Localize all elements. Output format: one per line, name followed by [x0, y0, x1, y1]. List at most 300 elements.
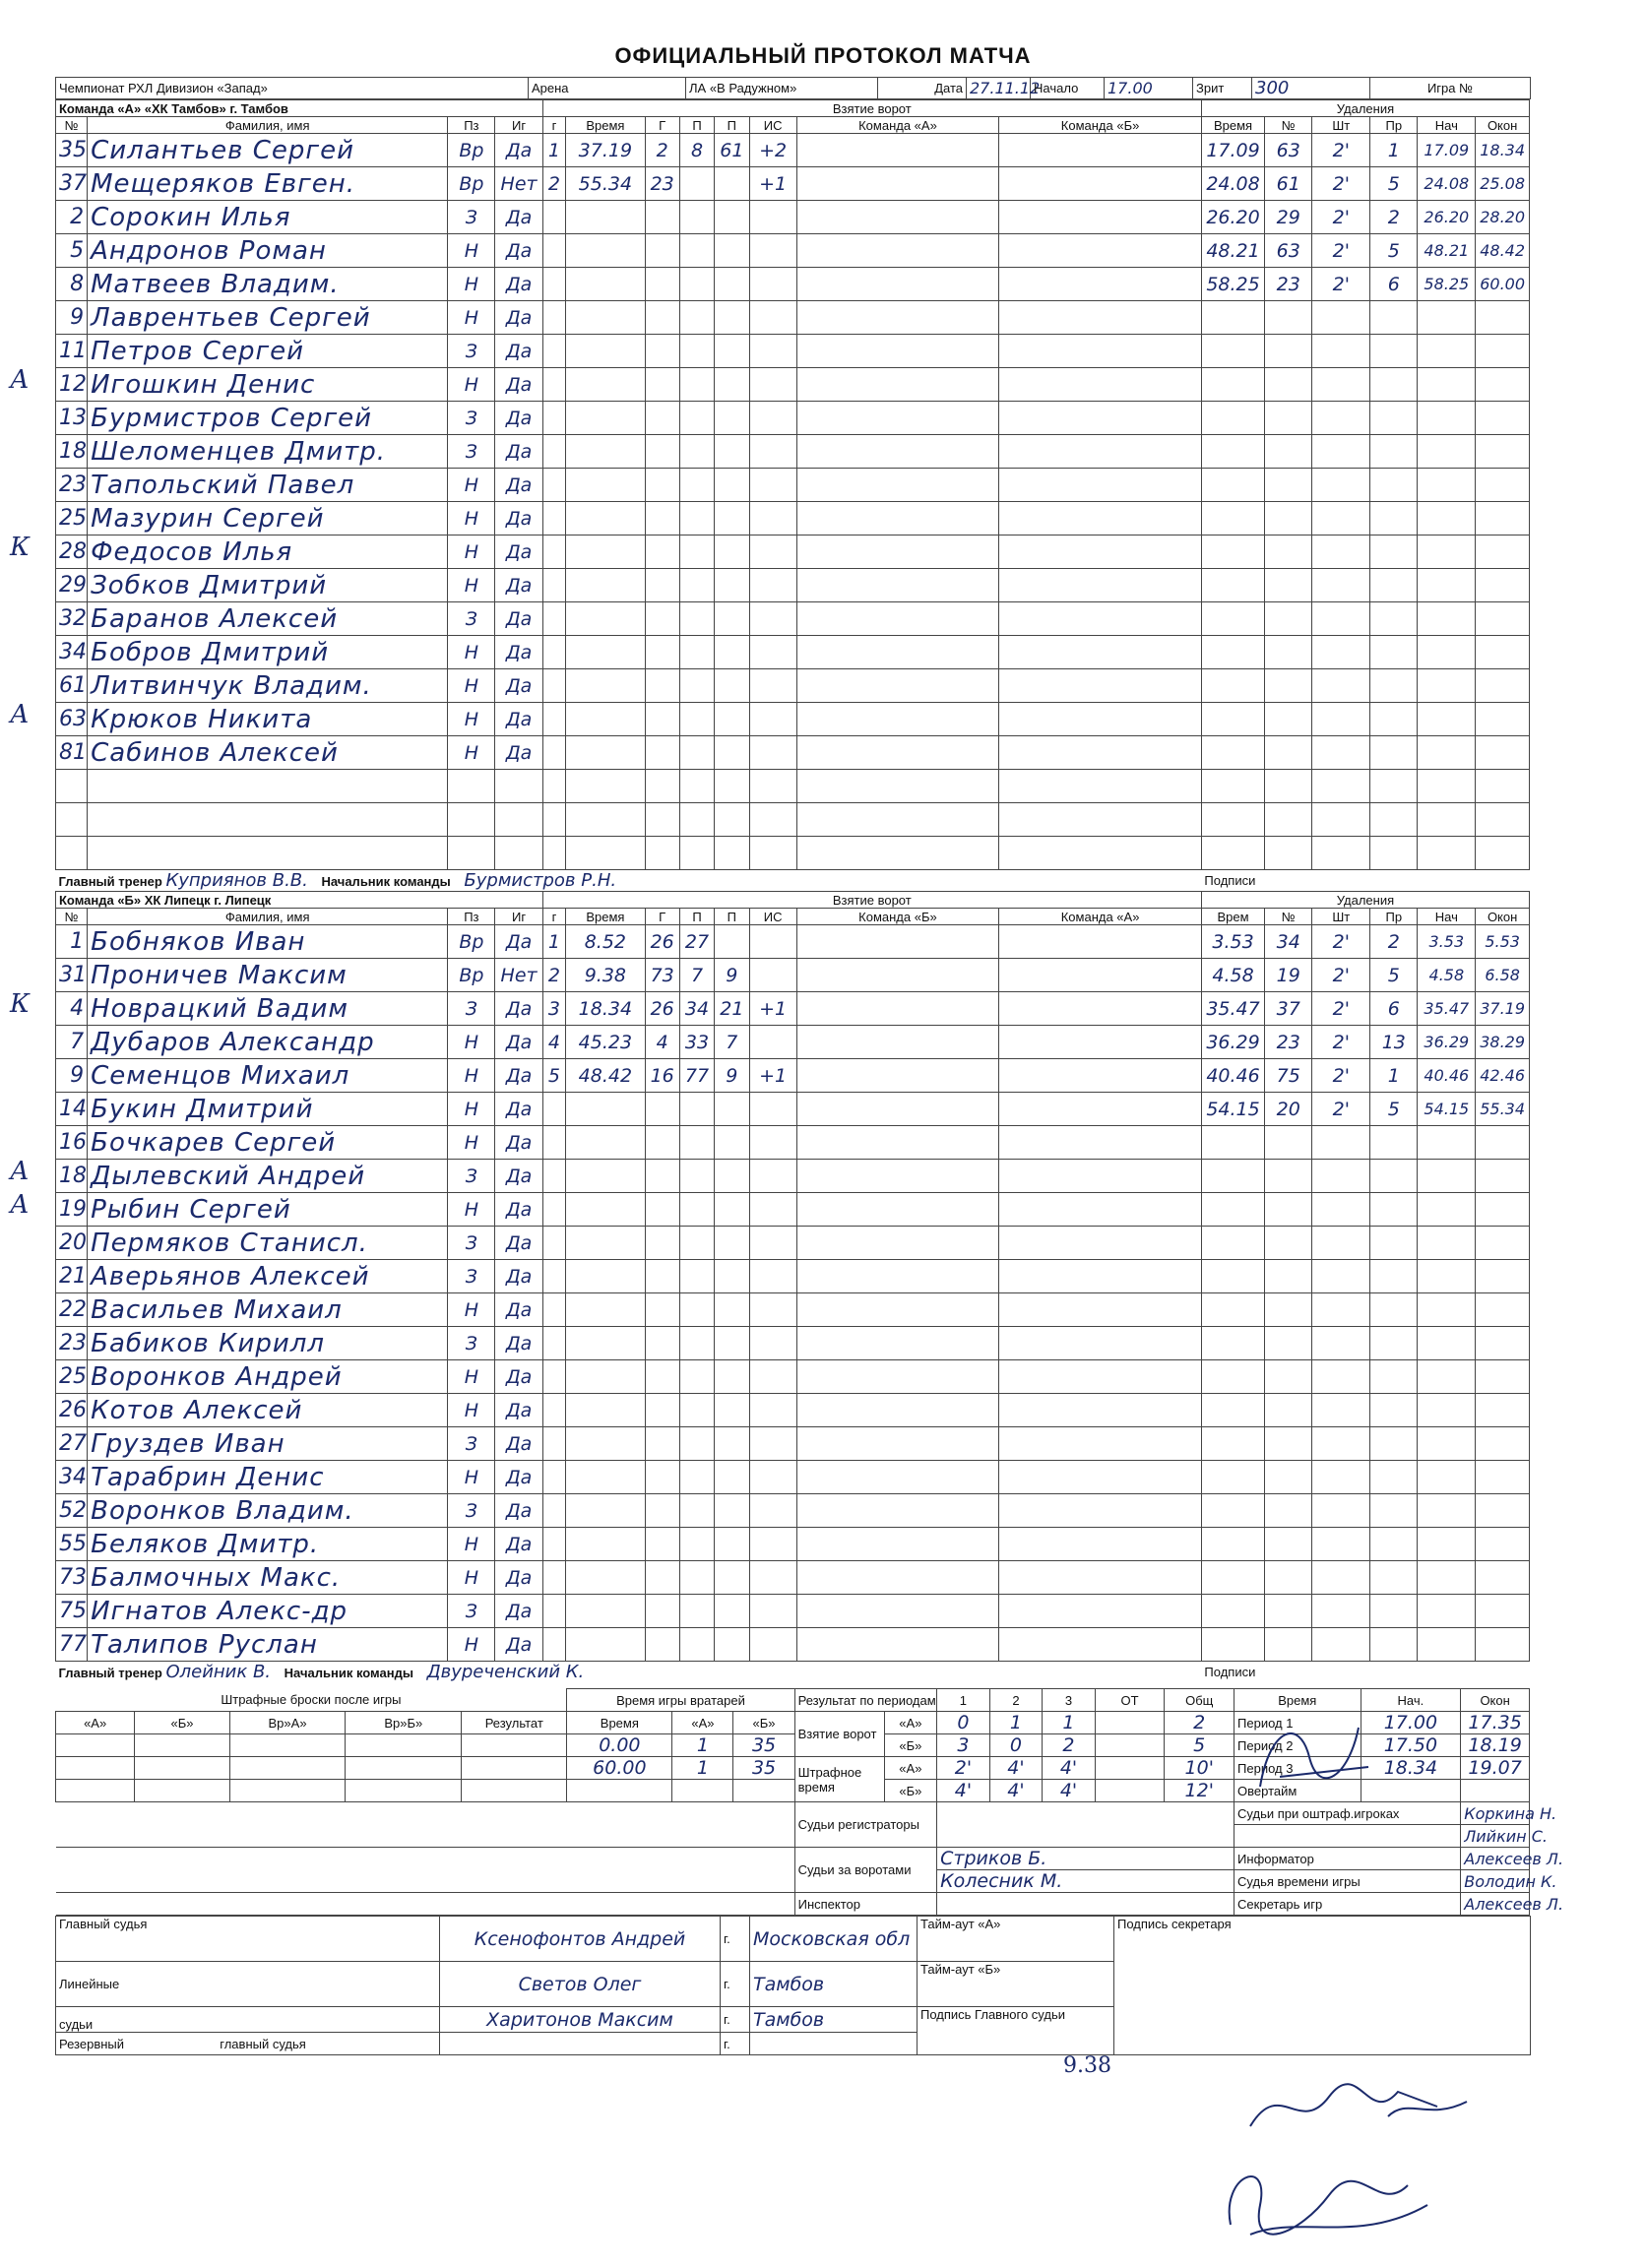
goal-team-b-lineup	[999, 992, 1202, 1026]
goal-time	[566, 703, 645, 736]
goal-number	[542, 335, 566, 368]
player-number	[56, 837, 88, 870]
penalty-end	[1476, 669, 1530, 703]
goal-assist-1: 33	[679, 1026, 714, 1059]
penalty-start: 24.08	[1418, 167, 1476, 201]
team_a-col-a1: Г	[645, 117, 679, 134]
goal-assist-2	[715, 301, 749, 335]
player-name: Шеломенцев Дмитр.	[88, 435, 448, 469]
goal-scorer	[645, 1494, 679, 1528]
goal-assist-2	[715, 1628, 749, 1662]
player-position: З	[448, 1160, 495, 1193]
goal-team-b-lineup	[999, 1126, 1202, 1160]
goal-assist-1	[679, 167, 714, 201]
goal-assist-2	[715, 1227, 749, 1260]
penalty-player	[1265, 669, 1312, 703]
pen-a-ot	[1095, 1757, 1165, 1780]
goal-number	[542, 1595, 566, 1628]
pen-a-p1: 2'	[937, 1757, 990, 1780]
period-3-start: 18.34	[1361, 1757, 1461, 1780]
penalty-reason	[1370, 703, 1418, 736]
timekeeper-value: Володин К.	[1461, 1870, 1530, 1893]
goal-team-a-lineup	[796, 1293, 999, 1327]
goal-assist-2	[715, 1093, 749, 1126]
penalty-start	[1418, 837, 1476, 870]
penalty-start	[1418, 301, 1476, 335]
goal-assist-2	[715, 435, 749, 469]
player-position: З	[448, 402, 495, 435]
player-name	[88, 803, 448, 837]
team_a-col-reason: Пр	[1370, 117, 1418, 134]
penalty-time	[1201, 1293, 1264, 1327]
player-number: 18	[56, 435, 88, 469]
goal-team-a-lineup	[796, 959, 999, 992]
goal-team-a-lineup	[796, 1193, 999, 1227]
spectators-label: Зрит	[1193, 78, 1252, 99]
goal-scorer	[645, 435, 679, 469]
player-position: Н	[448, 1026, 495, 1059]
penalty-start	[1418, 1260, 1476, 1293]
timekeeper-label: Судья времени игры	[1234, 1870, 1461, 1893]
goal-assist-2	[715, 1427, 749, 1461]
goal-assist-2	[715, 770, 749, 803]
player-position: Н	[448, 469, 495, 502]
penalty-start	[1418, 1595, 1476, 1628]
goalie-row-2-time: 60.00	[567, 1757, 672, 1780]
shootout-col-goalie-b: Вр»Б»	[346, 1712, 462, 1734]
arena-label: Арена	[529, 78, 686, 99]
penalty-reason	[1370, 1327, 1418, 1360]
goal-number	[542, 1628, 566, 1662]
player-played: Да	[495, 1026, 542, 1059]
player-played: Да	[495, 636, 542, 669]
player-position: З	[448, 992, 495, 1026]
player-name: Беляков Дмитр.	[88, 1528, 448, 1561]
penalty-reason: 6	[1370, 992, 1418, 1026]
period-start-header: Нач.	[1361, 1689, 1461, 1712]
team_a-col-time: Время	[566, 117, 645, 134]
team_a-penalties-title: Удаления	[1201, 100, 1529, 117]
penalty-player	[1265, 636, 1312, 669]
penalty-time: 40.46	[1201, 1059, 1264, 1093]
goal-scorer	[645, 1126, 679, 1160]
penalty-player	[1265, 770, 1312, 803]
penalty-minutes: 2'	[1312, 167, 1370, 201]
goal-team-a-lineup	[796, 703, 999, 736]
goal-team-b-lineup	[999, 1427, 1202, 1461]
team_b-roster-row	[56, 1494, 1530, 1528]
penalty-time: 54.15	[1201, 1093, 1264, 1126]
goal-team-b-lineup	[999, 1227, 1202, 1260]
team_a-col-g: г	[542, 117, 566, 134]
goal-team-b-lineup	[999, 1628, 1202, 1662]
goal-assist-1	[679, 1561, 714, 1595]
captain-mark: К	[10, 988, 31, 1019]
player-name: Балмочных Макс.	[88, 1561, 448, 1595]
goal-scorer	[645, 1427, 679, 1461]
penalty-end	[1476, 1260, 1530, 1293]
player-position: Вр	[448, 134, 495, 167]
goal-assist-2	[715, 402, 749, 435]
player-name: Новрацкий Вадим	[88, 992, 448, 1026]
penalty-minutes	[1312, 1595, 1370, 1628]
goal-team-a-lineup	[796, 992, 999, 1026]
goal-time	[566, 1494, 645, 1528]
goal-time	[566, 1360, 645, 1394]
penalty-reason: 5	[1370, 959, 1418, 992]
player-position: Н	[448, 636, 495, 669]
penalty-player	[1265, 1595, 1312, 1628]
goal-number	[542, 837, 566, 870]
penalty-minutes	[1312, 770, 1370, 803]
player-name: Игошкин Денис	[88, 368, 448, 402]
player-number: 75	[56, 1595, 88, 1628]
player-name: Андронов Роман	[88, 234, 448, 268]
goal-number	[542, 1293, 566, 1327]
penalty-start	[1418, 502, 1476, 536]
team_a-col-end: Окон	[1476, 117, 1530, 134]
team_a-roster-row	[56, 636, 1530, 669]
goal-team-b-lineup	[999, 1327, 1202, 1360]
goal-assist-2	[715, 335, 749, 368]
penalty-start	[1418, 1327, 1476, 1360]
goal-assist-2	[715, 736, 749, 770]
player-played: Да	[495, 1227, 542, 1260]
penalty-time	[1201, 602, 1264, 636]
player-name: Тапольский Павел	[88, 469, 448, 502]
goal-team-a-lineup	[796, 1561, 999, 1595]
goal-team-a-lineup	[796, 301, 999, 335]
goal-time	[566, 201, 645, 234]
player-played: Да	[495, 569, 542, 602]
penalty-minutes	[1312, 736, 1370, 770]
city-prefix-3: г.	[721, 2007, 750, 2033]
penalty-minutes	[1312, 1327, 1370, 1360]
goal-assist-2: 9	[715, 959, 749, 992]
player-number: 18	[56, 1160, 88, 1193]
player-name: Васильев Михаил	[88, 1293, 448, 1327]
player-position: Н	[448, 703, 495, 736]
penalty-player	[1265, 1528, 1312, 1561]
goal-team-a-lineup	[796, 1528, 999, 1561]
team_a-roster-row	[56, 736, 1530, 770]
goal-assist-2	[715, 1528, 749, 1561]
goal-assist-1	[679, 602, 714, 636]
team_a-col-a3: П	[715, 117, 749, 134]
penalty-player	[1265, 469, 1312, 502]
penalty-start	[1418, 669, 1476, 703]
linesman-1-name: Светов Олег	[440, 1962, 721, 2007]
reserve-label: Резервный	[59, 2036, 125, 2051]
penalty-end	[1476, 1561, 1530, 1595]
penalty-reason: 6	[1370, 268, 1418, 301]
team_a-col-ptime: Время	[1201, 117, 1264, 134]
goal-number	[542, 1461, 566, 1494]
penalty-start	[1418, 1193, 1476, 1227]
goal-assist-2: 21	[715, 992, 749, 1026]
player-played: Да	[495, 502, 542, 536]
goal-time	[566, 1628, 645, 1662]
player-played: Да	[495, 1461, 542, 1494]
goal-team-a-lineup	[796, 1461, 999, 1494]
penalty-end	[1476, 1494, 1530, 1528]
penalty-reason	[1370, 569, 1418, 602]
player-number: 12	[56, 368, 88, 402]
linesman-2-city: Тамбов	[750, 2007, 918, 2033]
penalty-reason	[1370, 469, 1418, 502]
penalty-minutes	[1312, 435, 1370, 469]
penalty-reason	[1370, 803, 1418, 837]
player-position: Н	[448, 1528, 495, 1561]
penalty-box-judge-1: Коркина Н.	[1461, 1802, 1530, 1825]
penalty-player: 63	[1265, 134, 1312, 167]
goal-assist-1	[679, 1093, 714, 1126]
penalty-player	[1265, 703, 1312, 736]
goal-team-b-lineup	[999, 502, 1202, 536]
goal-situation	[749, 234, 796, 268]
goal-team-a-lineup	[796, 1260, 999, 1293]
penalty-time	[1201, 502, 1264, 536]
reserve-cell	[56, 2033, 440, 2055]
player-name: Дубаров Александр	[88, 1026, 448, 1059]
player-position	[448, 803, 495, 837]
player-played: Да	[495, 1360, 542, 1394]
penalty-start: 35.47	[1418, 992, 1476, 1026]
goal-number	[542, 1494, 566, 1528]
player-position: Н	[448, 1461, 495, 1494]
penalty-minutes	[1312, 1360, 1370, 1394]
secretary-signature	[1240, 2067, 1477, 2146]
goal-assist-2	[715, 925, 749, 959]
penalty-end	[1476, 602, 1530, 636]
captain-mark: А	[10, 364, 30, 395]
penalty-reason: 2	[1370, 925, 1418, 959]
goal-time: 9.38	[566, 959, 645, 992]
goal-judges-label: Судьи за воротами	[794, 1848, 937, 1893]
goal-situation	[749, 925, 796, 959]
team_b-roster-row	[56, 1360, 1530, 1394]
penalty-time: 4.58	[1201, 959, 1264, 992]
goal-situation	[749, 770, 796, 803]
penalty-time-label: Штрафное время	[794, 1757, 884, 1802]
penalty-end	[1476, 1126, 1530, 1160]
penalty-end: 6.58	[1476, 959, 1530, 992]
penalty-reason	[1370, 1494, 1418, 1528]
player-position: З	[448, 1327, 495, 1360]
goal-assist-1	[679, 736, 714, 770]
team_a-roster-row	[56, 268, 1530, 301]
penalty-end: 37.19	[1476, 992, 1530, 1026]
penalty-start	[1418, 770, 1476, 803]
goal-assist-1	[679, 1160, 714, 1193]
player-played	[495, 770, 542, 803]
goal-time	[566, 636, 645, 669]
penalty-end	[1476, 703, 1530, 736]
penalty-reason: 13	[1370, 1026, 1418, 1059]
goal-scorer	[645, 803, 679, 837]
team_a-roster-row	[56, 569, 1530, 602]
penalty-time	[1201, 736, 1264, 770]
penalty-reason	[1370, 435, 1418, 469]
player-name: Крюков Никита	[88, 703, 448, 736]
player-number: 34	[56, 1461, 88, 1494]
player-played: Да	[495, 1293, 542, 1327]
team_a-col-pmin: Шт	[1312, 117, 1370, 134]
goal-team-a-lineup	[796, 770, 999, 803]
goal-team-b-lineup	[999, 402, 1202, 435]
player-number: 35	[56, 134, 88, 167]
player-position: Н	[448, 1394, 495, 1427]
penalty-minutes	[1312, 368, 1370, 402]
goal-team-a-lineup	[796, 1628, 999, 1662]
goal-team-a-lineup	[796, 502, 999, 536]
goal-team-b-lineup	[999, 636, 1202, 669]
goal-assist-2	[715, 1327, 749, 1360]
goal-scorer	[645, 1193, 679, 1227]
goal-scorer	[645, 1528, 679, 1561]
goal-scorer	[645, 1461, 679, 1494]
penalty-end: 42.46	[1476, 1059, 1530, 1093]
goal-team-b-lineup	[999, 536, 1202, 569]
penalty-player	[1265, 1427, 1312, 1461]
goal-scorer	[645, 1595, 679, 1628]
player-name: Федосов Илья	[88, 536, 448, 569]
penalty-box-judge-2: Лийкин С.	[1461, 1825, 1530, 1848]
goal-number	[542, 201, 566, 234]
player-number: 4	[56, 992, 88, 1026]
goalie-col-time: Время	[567, 1712, 672, 1734]
player-number: 63	[56, 703, 88, 736]
penalty-time	[1201, 335, 1264, 368]
goal-number: 2	[542, 959, 566, 992]
penalty-time	[1201, 1160, 1264, 1193]
player-played: Да	[495, 301, 542, 335]
penalty-start	[1418, 469, 1476, 502]
penalty-time	[1201, 301, 1264, 335]
team_b-roster-row	[56, 1595, 1530, 1628]
team_b-goals-title: Взятие ворот	[542, 892, 1201, 909]
goal-number: 1	[542, 134, 566, 167]
goal-assist-2	[715, 1293, 749, 1327]
penalty-player: 23	[1265, 1026, 1312, 1059]
goal-team-a-lineup	[796, 201, 999, 234]
goal-scorer: 4	[645, 1026, 679, 1059]
penalty-time	[1201, 837, 1264, 870]
penalty-end	[1476, 1327, 1530, 1360]
player-name: Бабиков Кирилл	[88, 1327, 448, 1360]
penalty-minutes: 2'	[1312, 134, 1370, 167]
goal-number	[542, 669, 566, 703]
player-number: 31	[56, 959, 88, 992]
team_b-roster-row	[56, 959, 1530, 992]
goal-situation	[749, 1260, 796, 1293]
player-number: 26	[56, 1394, 88, 1427]
player-number: 20	[56, 1227, 88, 1260]
penalty-player: 23	[1265, 268, 1312, 301]
penalty-player	[1265, 1360, 1312, 1394]
goal-assist-1: 7	[679, 959, 714, 992]
penalty-end	[1476, 636, 1530, 669]
goal-number: 3	[542, 992, 566, 1026]
team_a-col-played: Иг	[495, 117, 542, 134]
goal-assist-1	[679, 636, 714, 669]
player-position: Н	[448, 669, 495, 703]
goal-assist-2	[715, 1193, 749, 1227]
player-played	[495, 837, 542, 870]
goal-scorer	[645, 636, 679, 669]
goal-time	[566, 368, 645, 402]
team_b-roster-row	[56, 1461, 1530, 1494]
team_b-chief-label: Начальник команды	[284, 1666, 413, 1680]
penalty-reason	[1370, 1427, 1418, 1461]
penalty-end	[1476, 1360, 1530, 1394]
player-played: Да	[495, 736, 542, 770]
team_b-col-start: Нач	[1418, 909, 1476, 925]
period-1-end: 17.35	[1461, 1712, 1530, 1734]
player-played: Да	[495, 602, 542, 636]
team_b-col-a3: П	[715, 909, 749, 925]
player-position: З	[448, 201, 495, 234]
penalty-player	[1265, 1327, 1312, 1360]
goal-assist-2: 9	[715, 1059, 749, 1093]
goal-team-b-lineup	[999, 1461, 1202, 1494]
team_a-col-name: Фамилия, имя	[88, 117, 448, 134]
penalty-player: 75	[1265, 1059, 1312, 1093]
goal-judge-2: Колесник М.	[937, 1870, 1234, 1893]
penalty-box-judges-label: Судьи при оштраф.игроках	[1234, 1802, 1461, 1825]
penalty-player	[1265, 536, 1312, 569]
goal-assist-2: 7	[715, 1026, 749, 1059]
goal-assist-1	[679, 402, 714, 435]
goals-b-p2: 0	[989, 1734, 1043, 1757]
team_b-signatures-label: Подписи	[1204, 1665, 1256, 1679]
player-position: З	[448, 1227, 495, 1260]
goal-situation	[749, 636, 796, 669]
penalty-time	[1201, 803, 1264, 837]
goal-number: 2	[542, 167, 566, 201]
team_b-col-end: Окон	[1476, 909, 1530, 925]
penalty-player: 19	[1265, 959, 1312, 992]
goal-scorer	[645, 335, 679, 368]
player-played: Да	[495, 134, 542, 167]
player-played: Нет	[495, 167, 542, 201]
timeout-b-label: Тайм-аут «Б»	[918, 1962, 1114, 2007]
goal-number	[542, 402, 566, 435]
goal-time	[566, 770, 645, 803]
team_a-roster-row	[56, 703, 1530, 736]
period-3-end: 19.07	[1461, 1757, 1530, 1780]
team_a-roster-row	[56, 837, 1530, 870]
penalty-reason	[1370, 1628, 1418, 1662]
goal-team-b-lineup	[999, 469, 1202, 502]
goal-time: 55.34	[566, 167, 645, 201]
penalty-minutes	[1312, 301, 1370, 335]
goals-a-p3: 1	[1043, 1712, 1096, 1734]
goal-assist-1: 34	[679, 992, 714, 1026]
penalty-reason	[1370, 1260, 1418, 1293]
team-b-section	[55, 891, 1530, 1682]
player-name: Груздев Иван	[88, 1427, 448, 1461]
pen-b-ot	[1095, 1780, 1165, 1802]
team_b-coach-label: Главный тренер	[58, 1666, 162, 1680]
team_a-coach-name: Куприянов В.В.	[165, 870, 308, 891]
player-position: Н	[448, 234, 495, 268]
shootout-col-result: Результат	[462, 1712, 567, 1734]
goal-time	[566, 1427, 645, 1461]
penalty-player	[1265, 435, 1312, 469]
goal-team-b-lineup	[999, 301, 1202, 335]
player-position: Вр	[448, 925, 495, 959]
